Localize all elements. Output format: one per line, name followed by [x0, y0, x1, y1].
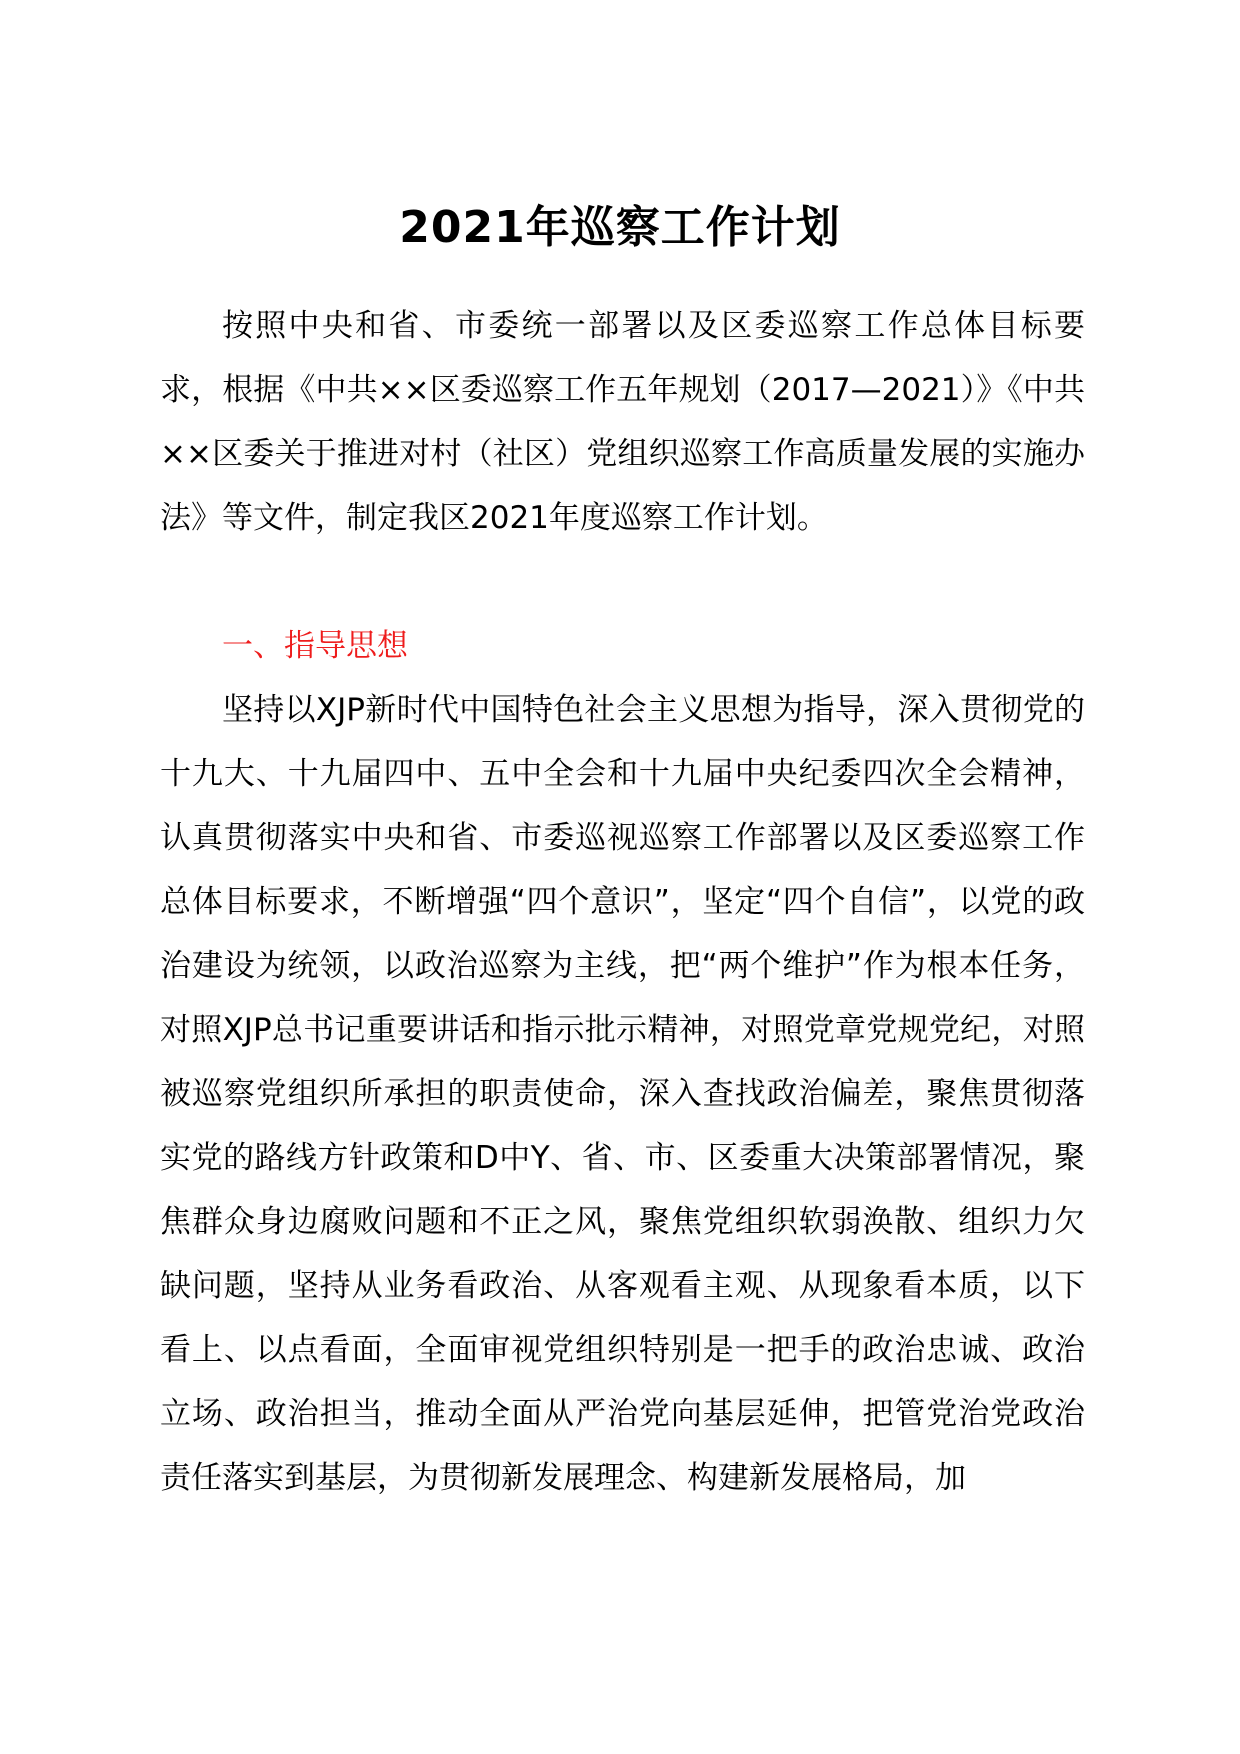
intro-paragraph: 按照中央和省、市委统一部署以及区委巡察工作总体目标要求，根据《中共××区委巡察工作五年规划（2017—2021）》《中共××区委关于推进对村（社区）党组织巡察工作高质量发展的实施办法》等文件，制定我区2021年度巡察工作计划。 — [160, 308, 1085, 536]
section-heading-guiding-ideology: 一、指导思想 — [222, 628, 408, 664]
guiding-ideology-paragraph: 坚持以XJP新时代中国特色社会主义思想为指导，深入贯彻党的十九大、十九届四中、五中全会和十九届中央纪委四次全会精神，认真贯彻落实中央和省、市委巡视巡察工作部署以及区委巡察工作总体目标要求，不断增强“四个意识”，坚定“四个自信”，以党的政治建设为统领，以政治巡察为主线，把“两个维护”作为根本任务，对照XJP总书记重要讲话和指示批示精神，对照党章党规党纪，对照被巡察党组织所承担的职责使命，深入查找政治偏差，聚焦贯彻落实党的路线方针政策和D中Y、省、市、区委重大决策部署情况，聚焦群众身边腐败问题和不正之风，聚焦党组织软弱涣散、组织力欠缺问题，坚持从业务看政治、从客观看主观、从现象看本质，以下看上、以点看面，全面审视党组织特别是一把手的政治忠诚、政治立场、政治担当，推动全面从严治党向基层延伸，把管党治党政治责任落实到基层，为贯彻新发展理念、构建新发展格局，加 — [160, 692, 1085, 1496]
document-title: 2021年巡察工作计划 — [399, 202, 841, 253]
